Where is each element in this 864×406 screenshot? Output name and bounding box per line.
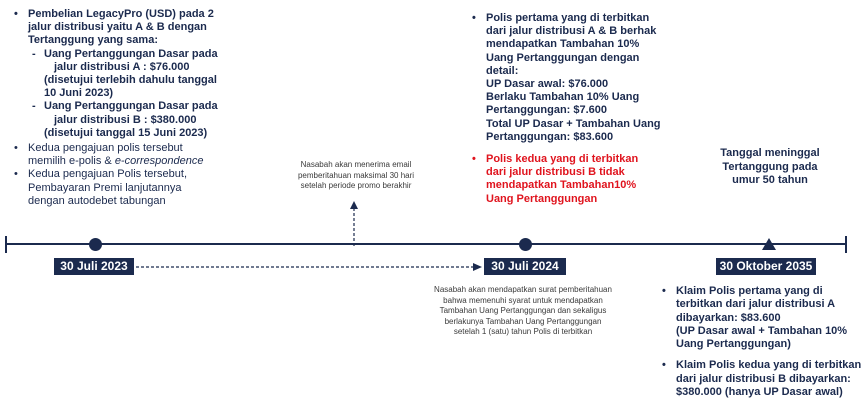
channel-a-note-2: 10 Juni 2023) (44, 87, 114, 100)
timeline-start-tick (5, 236, 7, 253)
eligibility-line-5: setelah 1 (satu) tahun Polis di terbitkan (453, 327, 593, 336)
first-policy-bullet (472, 12, 682, 144)
second-policy-line-4: Uang Pertanggungan (486, 192, 598, 205)
first-policy-line-4: Uang Pertanggungan dengan (486, 51, 640, 64)
right-info-block (472, 12, 682, 206)
claim-second-line-3: $380.000 (hanya UP Dasar awal) (676, 386, 843, 399)
epolis-bullet (14, 142, 264, 168)
epolis-line-2 (28, 155, 264, 168)
channel-a-line-2: jalur distribusi A : $76.000 (54, 60, 190, 73)
claims-block (662, 285, 862, 399)
epolis-line-2-italic: e-correspondence (114, 155, 204, 168)
first-policy-line-3: mendapatkan Tambahan 10% (486, 38, 640, 51)
date-label-2035: 30 Oktober 2035 (716, 258, 816, 275)
timeline-end-tick (845, 236, 847, 253)
purchase-line-2: jalur distribusi yaitu A & B dengan (28, 21, 207, 34)
autodebet-bullet (14, 168, 264, 208)
purchase-line-1: • Pembelian LegacyPro (USD) pada 2 (28, 8, 214, 20)
dashed-arrow-up (348, 200, 360, 246)
eligibility-line-3: Tambahan Uang Pertanggungan dan sekaligus (439, 306, 607, 315)
timeline-axis (6, 243, 846, 245)
death-note-line-2: Tertanggung pada (722, 160, 818, 173)
purchase-bullet (14, 8, 264, 140)
autodebet-line-3: dengan autodebet tabungan (28, 194, 166, 207)
eligibility-line-4: berlakunya Tambahan Uang Pertanggungan (444, 316, 602, 326)
channel-b-line-2: jalur distribusi B : $380.000 (54, 113, 197, 126)
left-info-block (14, 8, 264, 208)
claim-second-bullet (662, 359, 862, 399)
claim-first-line-1: • Klaim Polis pertama yang di (676, 285, 823, 297)
first-policy-line-7: Berlaku Tambahan 10% Uang (486, 91, 640, 104)
claim-first-line-5: Uang Pertanggungan) (676, 338, 791, 351)
epolis-line-2-prefix: memilih e-polis & (28, 155, 115, 168)
first-policy-line-2: dari jalur distribusi A & B berhak (486, 25, 657, 38)
eligibility-line-1: Nasabah akan mendapatkan surat pemberitahuan (434, 285, 612, 294)
date-label-2023: 30 Juli 2023 (54, 258, 134, 275)
email-notice-line-2: pemberitahuan maksimal 30 hari (297, 170, 415, 180)
channel-a-item (32, 48, 264, 101)
first-policy-line-10: Pertanggungan: $83.600 (486, 130, 614, 143)
channel-a-line-1: - Uang Pertanggungan Dasar pada (44, 47, 218, 60)
purchase-line-3: Tertanggung yang sama: (28, 34, 158, 47)
channel-a-note-1: (disetujui terlebih dahulu tanggal (44, 74, 217, 87)
death-note-line-1: Tanggal meninggal (720, 147, 820, 159)
channel-b-line-1: - Uang Pertanggungan Dasar pada (44, 100, 218, 113)
eligibility-line-2: bahwa memenuhi syarat untuk mendapatkan (443, 295, 603, 305)
second-policy-line-3: mendapatkan Tambahan10% (486, 179, 637, 192)
claim-second-line-2: dari jalur distribusi B dibayarkan: (676, 372, 851, 385)
death-note-line-3: umur 50 tahun (732, 174, 808, 186)
claim-first-line-3: dibayarkan: $83.600 (676, 311, 781, 324)
first-policy-line-1: • Polis pertama yang di terbitkan (486, 12, 650, 24)
second-policy-bullet (472, 153, 682, 206)
first-policy-line-5: detail: (486, 64, 519, 77)
second-policy-line-1: • Polis kedua yang di terbitkan (486, 153, 639, 166)
claim-first-line-2: terbitkan dari jalur distribusi A (676, 298, 836, 311)
channel-b-item (32, 100, 264, 140)
date-label-2024: 30 Juli 2024 (484, 258, 566, 275)
first-policy-line-6: UP Dasar awal: $76.000 (486, 78, 609, 91)
milestone-dot-2023 (89, 238, 102, 251)
eligibility-notice-note (408, 285, 638, 338)
channel-b-note: (disetujui tanggal 15 Juni 2023) (44, 126, 208, 139)
epolis-line-1: • Kedua pengajuan polis tersebut (28, 142, 183, 155)
autodebet-line-2: Pembayaran Premi lanjutannya (28, 181, 182, 194)
first-policy-line-8: Pertanggungan: $7.600 (486, 104, 608, 117)
autodebet-line-1: • Kedua pengajuan Polis tersebut, (28, 168, 188, 181)
milestone-triangle-2035 (762, 238, 776, 250)
email-notice-note (276, 160, 436, 192)
death-date-note (700, 147, 840, 188)
first-policy-line-9: Total UP Dasar + Tambahan Uang (486, 117, 661, 130)
claim-second-line-1: • Klaim Polis kedua yang di terbitkan (676, 359, 862, 372)
second-policy-line-2: dari jalur distribusi B tidak (486, 166, 625, 179)
dashed-arrow-right (134, 261, 484, 273)
email-notice-line-3: setelah periode promo berakhir (300, 181, 412, 190)
email-notice-line-1: Nasabah akan menerima email (300, 160, 412, 169)
milestone-dot-2024 (519, 238, 532, 251)
claim-first-bullet (662, 285, 862, 351)
claim-first-line-4: (UP Dasar awal + Tambahan 10% (676, 324, 848, 337)
